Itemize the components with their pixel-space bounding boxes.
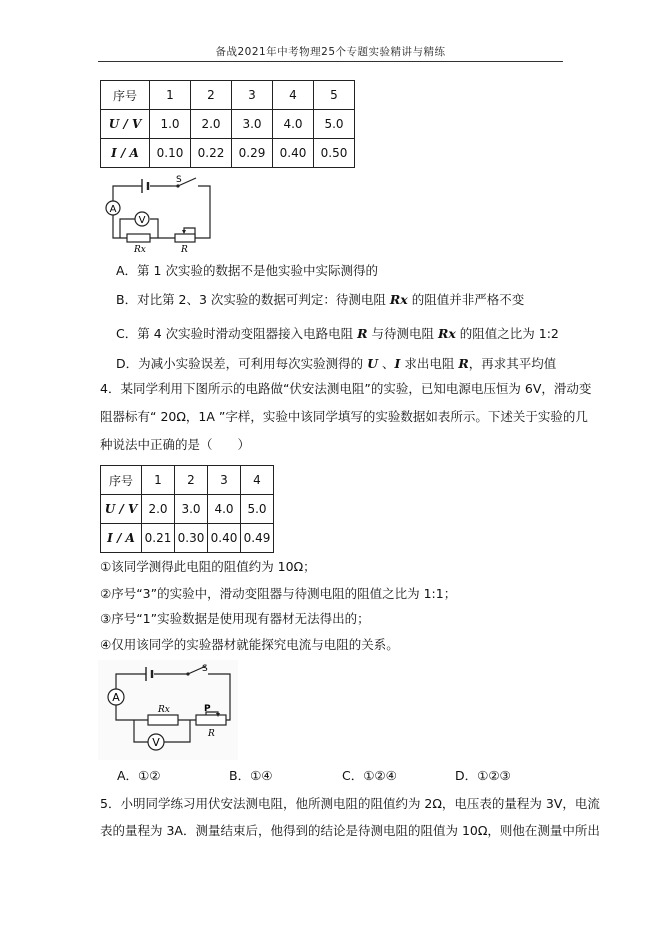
p-label-2: P — [204, 704, 211, 714]
option-d-text-1: D．为减小实验误差，可利用每次实验测得的 — [116, 356, 368, 371]
option-b-var: Rx — [389, 292, 408, 307]
table-cell: 序号 — [101, 466, 142, 495]
ammeter-label-1: A — [109, 204, 117, 215]
table-cell: 1.0 — [150, 110, 191, 139]
resistor-rx-1 — [127, 234, 150, 242]
statement-1: ①该同学测得此电阻的阻值约为 10Ω； — [100, 559, 316, 574]
table-cell: 0.10 — [150, 139, 191, 168]
option-b-text-1: B．对比第 2、3 次实验的数据可判定：待测电阻 — [116, 292, 390, 307]
table-cell: U / V — [101, 495, 142, 524]
slider-arrow-1 — [182, 230, 186, 234]
table-cell: 2 — [175, 466, 208, 495]
choice-d: D．①②③ — [455, 768, 511, 783]
table-cell: 3.0 — [232, 110, 273, 139]
table-cell: I / A — [101, 524, 142, 553]
statement-3: ③序号“1”实验数据是使用现有器材无法得出的； — [100, 611, 370, 626]
option-c — [116, 325, 559, 343]
resistor-rx-2 — [148, 715, 178, 725]
option-d-var-1: U — [367, 356, 379, 371]
option-d-var-3: R — [458, 356, 469, 371]
rx-label-2: Rx — [158, 705, 170, 715]
option-b — [116, 291, 524, 309]
table-cell: 4 — [273, 81, 314, 110]
q4-line-2: 阻器标有“ 20Ω，1A ”字样，实验中该同学填写的实验数据如表所示。下述关于实验的几 — [100, 409, 588, 424]
q5-line-2: 表的量程为 3A．测量结束后，他得到的结论是待测电阻的阻值为 10Ω，则他在测量中所出 — [100, 823, 600, 838]
option-c-var-1: R — [357, 326, 368, 341]
option-d-text-3: 求出电阻 — [400, 356, 459, 371]
statement-2: ②序号“3”的实验中，滑动变阻器与待测电阻的阻值之比为 1:1； — [100, 586, 457, 601]
table-cell: 4.0 — [208, 495, 241, 524]
option-d-var-2: I — [394, 356, 401, 371]
table-cell: 4 — [241, 466, 274, 495]
table-cell: 0.22 — [191, 139, 232, 168]
option-d — [116, 355, 556, 373]
option-d-text-2: 、 — [378, 356, 395, 371]
data-table-1 — [100, 80, 355, 168]
table-cell: 4.0 — [273, 110, 314, 139]
table-cell: 2 — [191, 81, 232, 110]
table-cell: 5 — [314, 81, 355, 110]
table-cell: I / A — [101, 139, 150, 168]
table-row — [101, 466, 274, 495]
option-d-text-4: ，再求其平均值 — [468, 356, 557, 371]
statement-4: ④仅用该同学的实验器材就能探究电流与电阻的关系。 — [100, 637, 399, 652]
table-cell: 0.21 — [142, 524, 175, 553]
r-label-1: R — [181, 245, 188, 254]
header-rule — [98, 61, 563, 62]
rheostat-2 — [196, 715, 226, 725]
table-cell: 5.0 — [241, 495, 274, 524]
choice-b: B．①④ — [229, 768, 273, 783]
table-cell: 2.0 — [142, 495, 175, 524]
page-header: 备战2021年中考物理25个专题实验精讲与精练 — [215, 46, 446, 58]
option-a: A．第 1 次实验的数据不是他实验中实际测得的 — [116, 263, 378, 278]
table-cell: 3 — [232, 81, 273, 110]
switch-label-1: S — [176, 175, 182, 185]
table-row — [101, 110, 355, 139]
circuit-diagram-1 — [98, 172, 223, 254]
r-label-2: R — [208, 729, 215, 739]
rheostat-1 — [175, 234, 195, 242]
switch-label-2: S — [202, 664, 208, 674]
table-cell: 0.49 — [241, 524, 274, 553]
q4-line-1: 4．某同学利用下图所示的电路做“伏安法测电阻”的实验，已知电源电压恒为 6V，滑动变 — [100, 381, 592, 396]
circuit-diagram-2 — [98, 660, 238, 760]
option-c-text-3: 的阻值之比为 1:2 — [455, 326, 559, 341]
table-cell: U / V — [101, 110, 150, 139]
switch-pivot-2 — [186, 672, 189, 675]
voltmeter-label-2: V — [152, 736, 160, 749]
table-row — [101, 495, 274, 524]
option-b-text-2: 的阻值并非严格不变 — [407, 292, 525, 307]
table-cell: 5.0 — [314, 110, 355, 139]
option-c-var-2: Rx — [437, 326, 456, 341]
table-row — [101, 524, 274, 553]
table-cell: 2.0 — [191, 110, 232, 139]
table-row — [101, 81, 355, 110]
table-cell: 3 — [208, 466, 241, 495]
ammeter-label-2: A — [112, 691, 120, 704]
table-cell: 0.40 — [208, 524, 241, 553]
table-cell: 1 — [150, 81, 191, 110]
table-cell: 序号 — [101, 81, 150, 110]
rx-label-1: Rx — [134, 245, 146, 254]
table-cell: 0.30 — [175, 524, 208, 553]
table-cell: 0.50 — [314, 139, 355, 168]
table-cell: 0.29 — [232, 139, 273, 168]
table-cell: 1 — [142, 466, 175, 495]
choice-c: C．①②④ — [342, 768, 397, 783]
table-row — [101, 139, 355, 168]
table-cell: 3.0 — [175, 495, 208, 524]
voltmeter-label-1: V — [138, 215, 146, 226]
option-c-text-2: 与待测电阻 — [367, 326, 438, 341]
data-table-2 — [100, 465, 274, 553]
q5-line-1: 5．小明同学练习用伏安法测电阻，他所测电阻的阻值约为 2Ω，电压表的量程为 3V，电流 — [100, 796, 600, 811]
option-c-text-1: C．第 4 次实验时滑动变阻器接入电路电阻 — [116, 326, 358, 341]
table-cell: 0.40 — [273, 139, 314, 168]
q4-line-3: 种说法中正确的是（ ） — [100, 437, 251, 452]
choice-a: A．①② — [117, 768, 161, 783]
